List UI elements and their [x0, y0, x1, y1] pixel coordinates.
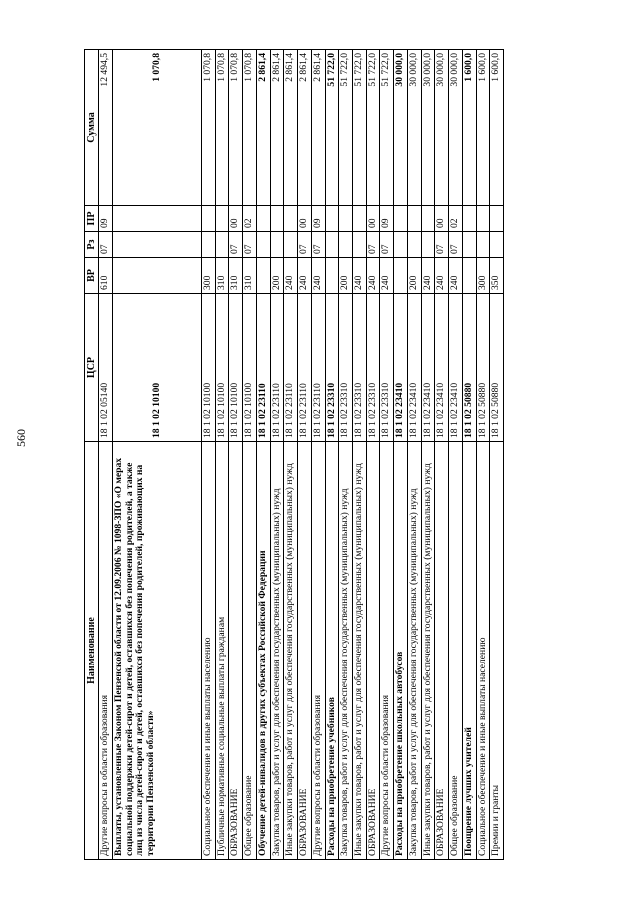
table-row [366, 50, 380, 860]
row-rz [421, 232, 435, 258]
row-name: Расходы на приобретение учебников [325, 442, 339, 860]
row-pr [215, 206, 229, 232]
table-row [298, 50, 312, 860]
row-sum: 1 070,8 [112, 50, 201, 206]
row-vr [462, 258, 476, 294]
row-pr [270, 206, 284, 232]
table-row [270, 50, 284, 860]
row-name: Поощрение лучших учителей [462, 442, 476, 860]
row-pr [407, 206, 421, 232]
row-sum: 12 494,5 [99, 50, 113, 206]
row-rz [394, 232, 408, 258]
row-pr [353, 206, 367, 232]
row-pr [201, 206, 215, 232]
table-row [380, 50, 394, 860]
row-csr: 18 1 02 50880 [476, 294, 490, 442]
row-sum: 2 861,4 [298, 50, 312, 206]
row-vr: 310 [215, 258, 229, 294]
row-csr: 18 1 02 23310 [325, 294, 339, 442]
table-row [490, 50, 504, 860]
row-csr: 18 1 02 23310 [339, 294, 353, 442]
row-pr [462, 206, 476, 232]
row-pr [421, 206, 435, 232]
row-rz [201, 232, 215, 258]
row-rz: 07 [366, 232, 380, 258]
row-sum: 1 070,8 [229, 50, 243, 206]
row-csr: 18 1 02 10100 [201, 294, 215, 442]
row-vr [112, 258, 201, 294]
header-vr: ВР [85, 258, 99, 294]
row-pr [112, 206, 201, 232]
row-vr: 310 [243, 258, 257, 294]
table-row [462, 50, 476, 860]
row-name: Иные закупки товаров, работ и услуг для обеспечения государственных (муниципальных) нужд [421, 442, 435, 860]
row-name: Закупка товаров, работ и услуг для обеспечения государственных (муниципальных) нужд [270, 442, 284, 860]
table-row [476, 50, 490, 860]
row-csr: 18 1 02 10100 [112, 294, 201, 442]
row-pr [284, 206, 298, 232]
budget-table [84, 49, 504, 860]
row-sum: 1 070,8 [201, 50, 215, 206]
row-vr: 240 [380, 258, 394, 294]
row-pr: 09 [311, 206, 325, 232]
header-rz: Рз [85, 232, 99, 258]
row-vr: 310 [229, 258, 243, 294]
table-row [201, 50, 215, 860]
row-sum: 2 861,4 [311, 50, 325, 206]
page-number: 560 [14, 429, 28, 447]
row-rz [325, 232, 339, 258]
row-pr [325, 206, 339, 232]
rotated-page-content [84, 50, 554, 860]
table-row [421, 50, 435, 860]
row-name: Другие вопросы в области образования [380, 442, 394, 860]
row-sum: 51 722,0 [339, 50, 353, 206]
row-sum: 1 600,0 [462, 50, 476, 206]
row-pr: 00 [435, 206, 449, 232]
row-rz [353, 232, 367, 258]
row-csr: 18 1 02 23310 [380, 294, 394, 442]
table-row [339, 50, 353, 860]
row-pr: 02 [449, 206, 463, 232]
row-sum: 51 722,0 [353, 50, 367, 206]
row-name: ОБРАЗОВАНИЕ [229, 442, 243, 860]
row-rz [339, 232, 353, 258]
row-csr: 18 1 02 23410 [449, 294, 463, 442]
row-vr: 240 [449, 258, 463, 294]
row-csr: 18 1 02 10100 [215, 294, 229, 442]
row-csr: 18 1 02 50880 [462, 294, 476, 442]
row-name: Обучение детей-инвалидов в других субъектах Российской Федерации [256, 442, 270, 860]
row-csr: 18 1 02 23110 [270, 294, 284, 442]
row-pr [256, 206, 270, 232]
row-name: Общее образование [243, 442, 257, 860]
row-pr [476, 206, 490, 232]
row-rz [462, 232, 476, 258]
row-vr: 200 [407, 258, 421, 294]
row-rz: 07 [243, 232, 257, 258]
header-sum: Сумма [85, 50, 99, 206]
row-vr: 240 [421, 258, 435, 294]
row-csr: 18 1 02 23410 [421, 294, 435, 442]
row-pr: 00 [298, 206, 312, 232]
table-row [311, 50, 325, 860]
row-name: Иные закупки товаров, работ и услуг для обеспечения государственных (муниципальных) нужд [284, 442, 298, 860]
table-row [394, 50, 408, 860]
row-sum: 2 861,4 [270, 50, 284, 206]
row-csr: 18 1 02 10100 [229, 294, 243, 442]
row-csr: 18 1 02 23310 [353, 294, 367, 442]
table-row [435, 50, 449, 860]
row-vr: 200 [339, 258, 353, 294]
row-sum: 30 000,0 [449, 50, 463, 206]
row-rz: 07 [449, 232, 463, 258]
row-vr: 300 [476, 258, 490, 294]
table-row [284, 50, 298, 860]
row-rz [284, 232, 298, 258]
table-row [449, 50, 463, 860]
row-csr: 18 1 02 23110 [256, 294, 270, 442]
table-row [256, 50, 270, 860]
row-sum: 51 722,0 [325, 50, 339, 206]
row-sum: 1 600,0 [476, 50, 490, 206]
row-sum: 51 722,0 [380, 50, 394, 206]
row-csr: 18 1 02 10100 [243, 294, 257, 442]
row-vr: 240 [353, 258, 367, 294]
table-row [243, 50, 257, 860]
row-rz: 07 [99, 232, 113, 258]
row-rz: 07 [298, 232, 312, 258]
row-pr: 00 [229, 206, 243, 232]
row-sum: 1 600,0 [490, 50, 504, 206]
row-vr [256, 258, 270, 294]
row-pr: 00 [366, 206, 380, 232]
row-rz: 07 [311, 232, 325, 258]
row-sum: 51 722,0 [366, 50, 380, 206]
row-sum: 2 861,4 [284, 50, 298, 206]
row-name: Социальное обеспечение и иные выплаты населению [476, 442, 490, 860]
row-rz [270, 232, 284, 258]
row-sum: 30 000,0 [435, 50, 449, 206]
row-csr: 18 1 02 23410 [394, 294, 408, 442]
row-name: Выплаты, установленные Законом Пензенской области от 12.09.2006 № 1098-ЗПО «О мерах социальной поддержки детей-сирот и детей, оставшихся без попечения родителей, а также лиц из числа детей-сирот и детей, оставшихся без попечения родителей, проживающих на территории Пензенской области» [112, 442, 201, 860]
row-vr: 240 [284, 258, 298, 294]
row-name: Публичные нормативные социальные выплаты гражданам [215, 442, 229, 860]
row-rz: 07 [380, 232, 394, 258]
row-name: ОБРАЗОВАНИЕ [366, 442, 380, 860]
row-csr: 18 1 02 23110 [284, 294, 298, 442]
row-pr [394, 206, 408, 232]
row-name: ОБРАЗОВАНИЕ [435, 442, 449, 860]
row-name: Закупка товаров, работ и услуг для обеспечения государственных (муниципальных) нужд [407, 442, 421, 860]
table-row [99, 50, 113, 860]
row-pr [490, 206, 504, 232]
table-row [407, 50, 421, 860]
row-sum: 30 000,0 [407, 50, 421, 206]
row-vr [325, 258, 339, 294]
row-rz [215, 232, 229, 258]
row-name: ОБРАЗОВАНИЕ [298, 442, 312, 860]
row-name: Иные закупки товаров, работ и услуг для обеспечения государственных (муниципальных) нужд [353, 442, 367, 860]
header-csr: ЦСР [85, 294, 99, 442]
row-rz [407, 232, 421, 258]
row-pr: 09 [380, 206, 394, 232]
row-vr: 240 [311, 258, 325, 294]
row-vr: 300 [201, 258, 215, 294]
row-csr: 18 1 02 23410 [407, 294, 421, 442]
row-vr: 240 [366, 258, 380, 294]
row-rz [490, 232, 504, 258]
row-pr: 02 [243, 206, 257, 232]
row-name: Закупка товаров, работ и услуг для обеспечения государственных (муниципальных) нужд [339, 442, 353, 860]
row-vr: 200 [270, 258, 284, 294]
row-sum: 2 861,4 [256, 50, 270, 206]
row-name: Расходы на приобретение школьных автобусов [394, 442, 408, 860]
header-pr: ПР [85, 206, 99, 232]
row-sum: 1 070,8 [215, 50, 229, 206]
header-name: Наименование [85, 442, 99, 860]
row-csr: 18 1 02 23110 [298, 294, 312, 442]
row-name: Общее образование [449, 442, 463, 860]
row-vr: 610 [99, 258, 113, 294]
row-vr: 350 [490, 258, 504, 294]
row-pr: 09 [99, 206, 113, 232]
row-csr: 18 1 02 23310 [366, 294, 380, 442]
row-rz [476, 232, 490, 258]
table-row [112, 50, 201, 860]
row-vr [394, 258, 408, 294]
row-csr: 18 1 02 23410 [435, 294, 449, 442]
row-rz [112, 232, 201, 258]
table-row [215, 50, 229, 860]
row-pr [339, 206, 353, 232]
table-row [325, 50, 339, 860]
row-sum: 30 000,0 [421, 50, 435, 206]
row-rz: 07 [229, 232, 243, 258]
row-name: Другие вопросы в области образования [99, 442, 113, 860]
row-csr: 18 1 02 23110 [311, 294, 325, 442]
table-row [229, 50, 243, 860]
table-header-row [85, 50, 99, 860]
row-sum: 1 070,8 [243, 50, 257, 206]
row-vr: 240 [435, 258, 449, 294]
row-rz: 07 [435, 232, 449, 258]
row-name: Премии и гранты [490, 442, 504, 860]
table-body [99, 50, 504, 860]
row-csr: 18 1 02 50880 [490, 294, 504, 442]
row-name: Социальное обеспечение и иные выплаты населению [201, 442, 215, 860]
table-row [353, 50, 367, 860]
row-vr: 240 [298, 258, 312, 294]
row-sum: 30 000,0 [394, 50, 408, 206]
row-name: Другие вопросы в области образования [311, 442, 325, 860]
row-csr: 18 1 02 05140 [99, 294, 113, 442]
row-rz [256, 232, 270, 258]
